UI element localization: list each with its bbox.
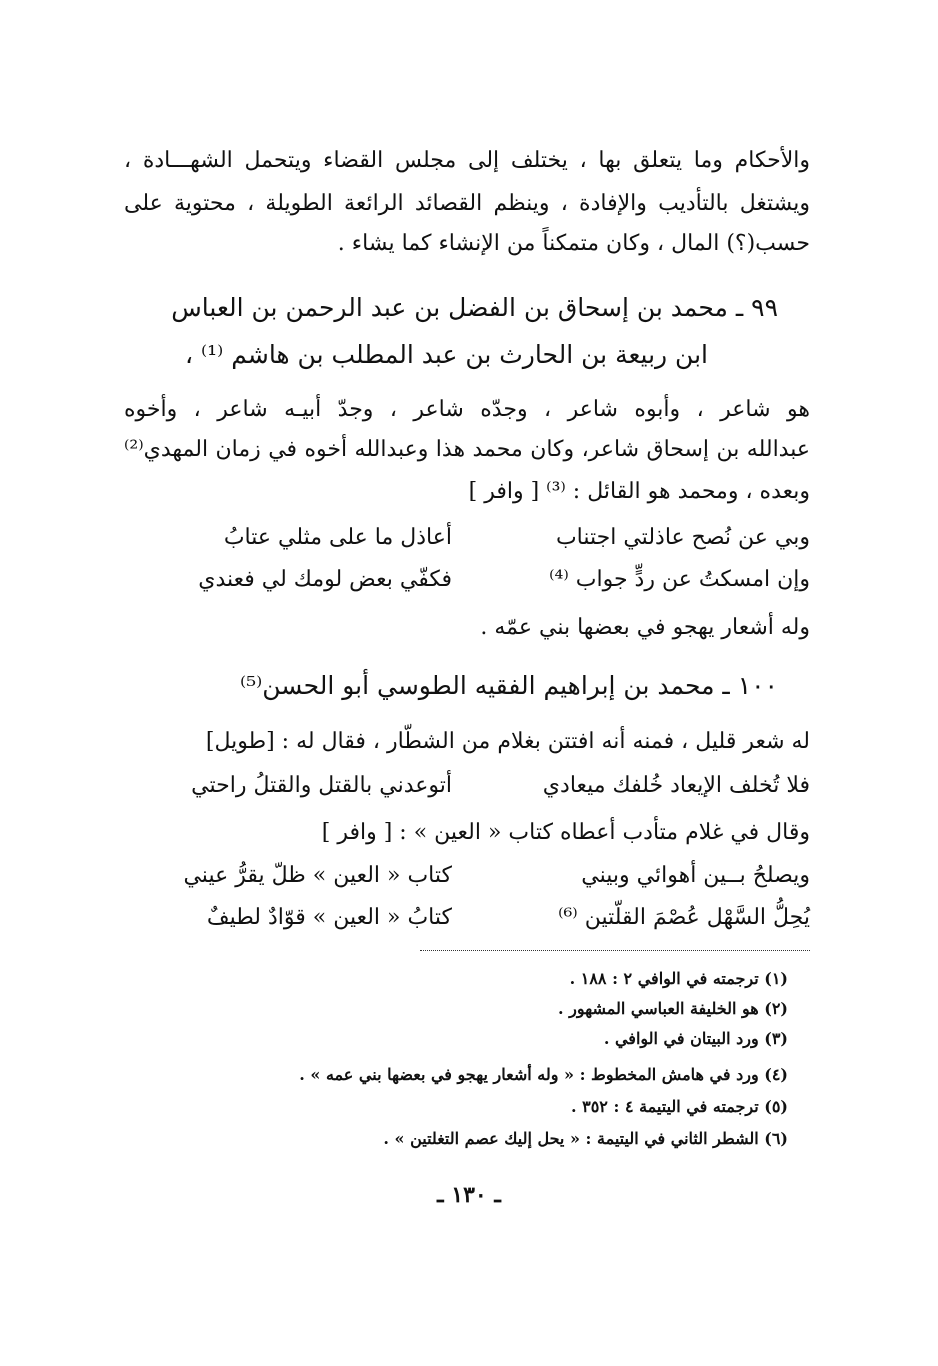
entry-99-heading-2: ابن ربيعة بن الحارث بن عبد المطلب بن هاشم ⁽¹⁾ ، (184, 340, 708, 369)
verse-3-second-hemistich: فلا تُخلف الإيعاد خُلفك ميعادي (542, 773, 810, 798)
verse-2-second-hemistich: وإن امسكتُ عن ردٍّ جواب ⁽⁴⁾ (549, 567, 810, 592)
entry-99-heading-1: ٩٩ ـ محمد بن إسحاق بن الفضل بن عبد الرحمن بن العباس (171, 293, 778, 322)
verse-1-first-hemistich: أعاذل ما على مثلي عتابُ (223, 525, 452, 550)
intro-line-2: ويشتغل بالتأديب والإفادة ، وينظم القصائد الرائعة الطويلة ، محتوية على (124, 191, 810, 216)
verse-2-first-hemistich: فكفّي بعض لومك لي فعندي (198, 567, 452, 592)
footnote-4: (٤) ورد في هامش المخطوط : « وله أشعار يهجو في بعضها بني عمه » . (299, 1065, 788, 1084)
footnote-5: (٥) ترجمته في اليتيمة ٤ : ٣٥٢ . (570, 1097, 788, 1116)
entry-100-intro-2: وقال في غلام متأدب أعطاه كتاب « العين » : [ وافر ] (321, 820, 810, 845)
footnote-3: (٣) ورد البيتان في الوافي . (603, 1029, 788, 1048)
entry-99-closing: وله أشعار يهجو في بعضها بني عمّه . (480, 615, 810, 640)
intro-line-1: والأحكام وما يتعلق بها ، يختلف إلى مجلس القضاء ويتحمل الشهـــادة ، (124, 148, 810, 173)
verse-3-first-hemistich: أتوعدني بالقتل والقتلُ راحتي (191, 773, 452, 798)
verse-4-first-hemistich: كتاب « العين » ظلّ يقرُّ عيني (183, 863, 452, 888)
entry-100-heading: ١٠٠ ـ محمد بن إبراهيم الفقيه الطوسي أبو الحسن⁽⁵⁾ (239, 671, 778, 700)
verse-1-second-hemistich: وبي عن نُصح عاذلتي اجتناب (555, 525, 810, 550)
entry-99-body-3: وبعده ، ومحمد هو القائل : ⁽³⁾ [ وافر ] (468, 479, 810, 504)
footnote-2: (٢) هو الخليفة العباسي المشهور . (557, 999, 788, 1018)
verse-5-second-hemistich: يُحِلُّ السَّهْل عُصْمَ القلّتين ⁽⁶⁾ (558, 905, 810, 930)
entry-99-body-2: عبدالله بن إسحاق شاعر، وكان محمد هذا وعبدالله أخوه في زمان المهدي⁽²⁾ (124, 437, 810, 462)
entry-99-body-1: هو شاعر ، وأبوه شاعر ، وجدّه شاعر ، وجدّ أبيـه شاعر ، وأخوه (124, 397, 810, 422)
verse-5-first-hemistich: كتابُ « العين » قوّادٌ لطيفٌ (206, 905, 452, 930)
page-number: ـ ١٣٠ ـ (437, 1182, 501, 1208)
footnote-1: (١) ترجمته في الوافي ٢ : ١٨٨ . (569, 969, 788, 988)
footnote-6: (٦) الشطر الثاني في اليتيمة : « يحل إليك عصم التغلتين » . (383, 1129, 788, 1148)
intro-line-3: حسب(؟) المال ، وكان متمكناً من الإنشاء كما يشاء . (337, 231, 810, 256)
verse-4-second-hemistich: ويصلحُ بــين أهوائي وبيني (581, 863, 810, 888)
entry-100-intro: له شعر قليل ، فمنه أنه افتتن بغلام من الشطّار ، فقال له : [طويل] (205, 729, 810, 754)
footnote-separator (420, 950, 810, 951)
